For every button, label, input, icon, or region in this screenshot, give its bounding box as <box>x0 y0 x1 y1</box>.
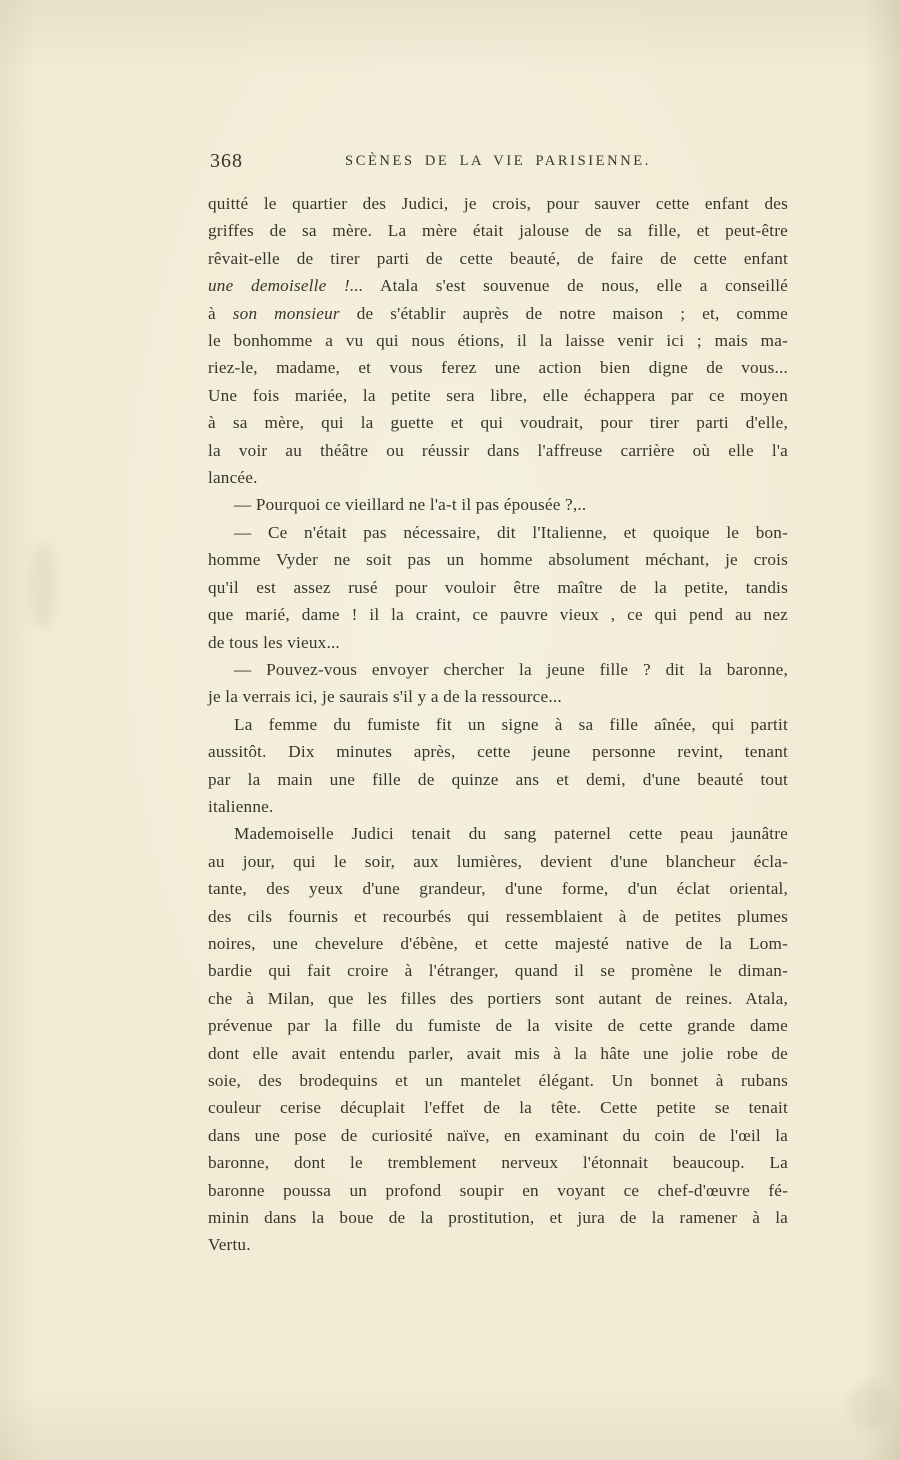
text-line <box>208 491 788 518</box>
text-segment: lancée. <box>208 468 258 488</box>
text-line <box>208 629 788 656</box>
text-line <box>208 1094 788 1121</box>
page-number: 368 <box>210 150 243 172</box>
text-segment: tante, des yeux d'une grandeur, d'une forme, d'un éclat oriental, <box>208 879 788 899</box>
text-line <box>208 437 788 464</box>
text-line <box>208 957 788 984</box>
text-line <box>208 848 788 875</box>
paper-stain <box>30 540 56 630</box>
text-line <box>208 464 788 491</box>
text-segment: à <box>208 303 233 323</box>
paragraph <box>208 820 788 1259</box>
text-line <box>208 354 788 381</box>
text-line <box>208 601 788 628</box>
text-line <box>208 711 788 738</box>
text-segment: minin dans la boue de la prostitution, et jura de la ramener à la <box>208 1208 788 1228</box>
running-title: SCÈNES DE LA VIE PARISIENNE. <box>345 153 651 169</box>
text-segment: au jour, qui le soir, aux lumières, devient d'une blancheur écla- <box>208 851 788 871</box>
text-line <box>208 793 788 820</box>
text-segment: rêvait-elle de tirer parti de cette beauté, de faire de cette enfant <box>208 248 788 268</box>
text-segment: aussitôt. Dix minutes après, cette jeune personne revint, tenant <box>208 742 788 762</box>
text-segment: noires, une chevelure d'ébène, et cette majesté native de la Lom- <box>208 933 788 953</box>
text-segment: Vertu. <box>208 1235 251 1255</box>
page-header <box>208 150 788 174</box>
text-segment: griffes de sa mère. La mère était jalouse de sa fille, et peut-être <box>208 221 788 241</box>
text-line <box>208 985 788 1012</box>
text-segment: baronne, dont le tremblement nerveux l'étonnait beaucoup. La <box>208 1153 788 1173</box>
text-segment: son monsieur <box>232 303 340 323</box>
text-line <box>208 217 788 244</box>
text-line <box>208 656 788 683</box>
text-line <box>208 1122 788 1149</box>
text-line <box>208 1231 788 1258</box>
text-block <box>208 190 788 1259</box>
text-segment: la voir au théâtre ou réussir dans l'affreuse carrière où elle l'a <box>208 440 788 460</box>
text-segment: le bonhomme a vu qui nous étions, il la laisse venir ici ; mais ma- <box>208 331 788 351</box>
text-segment: bardie qui fait croire à l'étranger, quand il se promène le diman- <box>208 961 788 981</box>
paragraph <box>208 656 788 711</box>
paragraph <box>208 491 788 518</box>
text-segment: che à Milan, que les filles des portiers sont autant de reines. Atala, <box>208 988 788 1008</box>
text-segment: italienne. <box>208 796 274 816</box>
paragraph <box>208 519 788 656</box>
text-segment: je la verrais ici, je saurais s'il y a de la ressource... <box>208 687 562 707</box>
text-line <box>208 903 788 930</box>
paper-stain <box>850 1380 890 1430</box>
text-segment: homme Vyder ne soit pas un homme absolument méchant, je crois <box>208 550 788 570</box>
text-line <box>208 875 788 902</box>
text-segment: à sa mère, qui la guette et qui voudrait, pour tirer parti d'elle, <box>208 413 788 433</box>
text-segment: — Pouvez-vous envoyer chercher la jeune fille ? dit la baronne, <box>234 659 788 679</box>
text-segment: — Ce n'était pas nécessaire, dit l'Italienne, et quoique le bon- <box>234 522 788 542</box>
text-line <box>208 382 788 409</box>
text-line <box>208 190 788 217</box>
text-line <box>208 327 788 354</box>
text-line <box>208 683 788 710</box>
text-segment: soie, des brodequins et un mantelet élégant. Un bonnet à rubans <box>208 1071 788 1090</box>
text-segment: des cils fournis et recourbés qui ressemblaient à de petites plumes <box>208 906 788 926</box>
text-line <box>208 738 788 765</box>
text-line <box>208 300 788 327</box>
text-segment: Une fois mariée, la petite sera libre, elle échappera par ce moyen <box>208 385 788 405</box>
text-segment: couleur cerise décuplait l'effet de la tête. Cette petite se tenait <box>208 1098 788 1118</box>
text-segment: Atala s'est souvenue de nous, elle a conseillé <box>363 276 788 296</box>
text-line <box>208 1067 788 1094</box>
text-line <box>208 574 788 601</box>
text-line <box>208 245 788 272</box>
text-line <box>208 272 788 299</box>
text-segment: La femme du fumiste fit un signe à sa fille aînée, qui partit <box>234 714 788 734</box>
text-line <box>208 409 788 436</box>
text-segment: quitté le quartier des Judici, je crois, pour sauver cette enfant des <box>208 194 788 213</box>
text-segment: prévenue par la fille du fumiste de la visite de cette grande dame <box>208 1016 788 1036</box>
text-segment: que marié, dame ! il la craint, ce pauvre vieux , ce qui pend au nez <box>208 605 788 625</box>
text-line <box>208 1149 788 1176</box>
text-segment: dont elle avait entendu parler, avait mis à la hâte une jolie robe de <box>208 1043 788 1063</box>
paragraph <box>208 711 788 821</box>
text-segment: de tous les vieux... <box>208 632 340 652</box>
text-segment: riez-le, madame, et vous ferez une action bien digne de vous... <box>208 358 788 378</box>
text-segment: baronne poussa un profond soupir en voyant ce chef-d'œuvre fé- <box>208 1180 788 1200</box>
text-segment: par la main une fille de quinze ans et demi, d'une beauté tout <box>208 769 788 789</box>
paragraph <box>208 190 788 491</box>
text-line <box>208 1040 788 1067</box>
text-segment: dans une pose de curiosité naïve, en examinant du coin de l'œil la <box>208 1125 788 1145</box>
text-segment: — Pourquoi ce vieillard ne l'a-t il pas épousée ?,.. <box>234 495 587 515</box>
text-segment: Mademoiselle Judici tenait du sang paternel cette peau jaunâtre <box>234 824 788 844</box>
text-line <box>208 546 788 573</box>
text-segment: de s'établir auprès de notre maison ; et, comme <box>339 303 788 323</box>
text-line <box>208 1012 788 1039</box>
text-line <box>208 766 788 793</box>
text-line <box>208 820 788 847</box>
text-line <box>208 1204 788 1231</box>
text-line <box>208 930 788 957</box>
text-line <box>208 1177 788 1204</box>
text-line <box>208 519 788 546</box>
text-segment: une demoiselle !... <box>208 276 364 296</box>
text-segment: qu'il est assez rusé pour vouloir être maître de la petite, tandis <box>208 577 788 597</box>
